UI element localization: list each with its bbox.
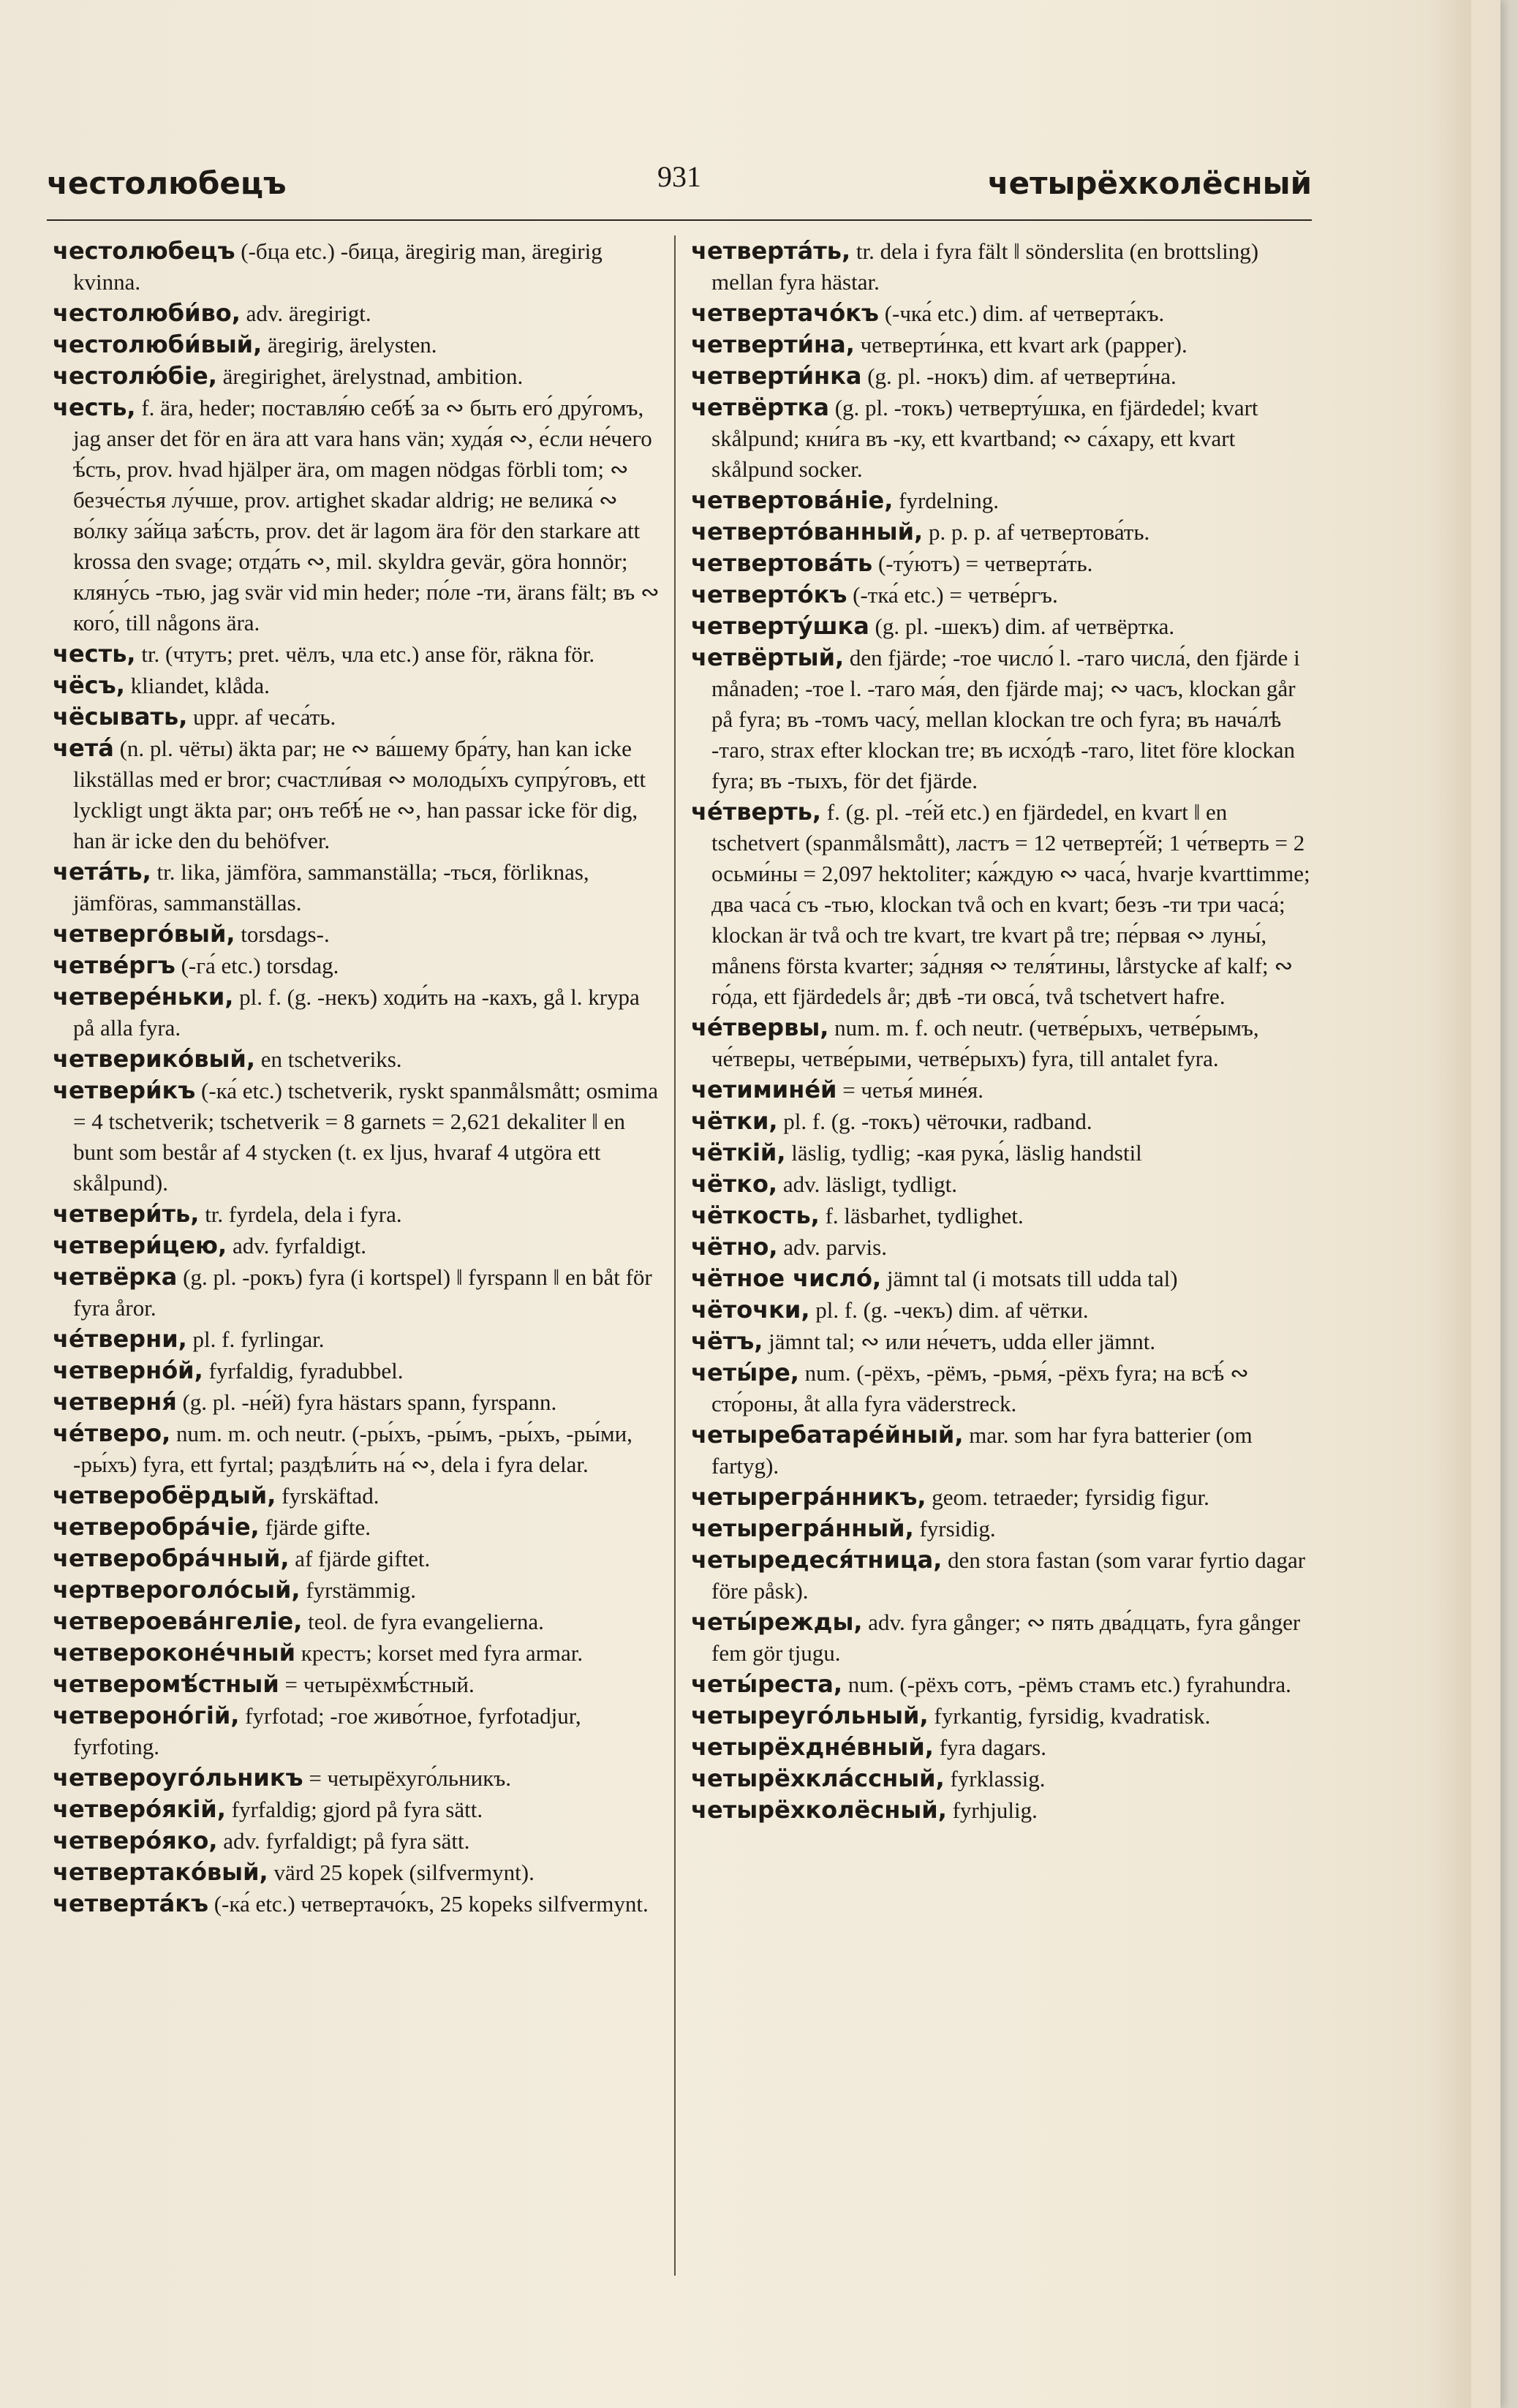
dictionary-entry [53, 1700, 663, 1762]
dictionary-entry [691, 1419, 1313, 1482]
entry-headword: чета́ть, [53, 858, 151, 886]
entry-headword: чёточки, [691, 1296, 810, 1324]
entry-definition: fyrfaldig; gjord på fyra sätt. [231, 1797, 483, 1822]
entry-definition: tr. lika, jämföra, sammanställa; -ться, förliknas, jämföras, sammanställas. [73, 859, 589, 916]
entry-headword: чёсывать, [53, 703, 188, 731]
entry-headword: четвёртый, [691, 643, 845, 671]
entry-definition: fyrsidig. [919, 1516, 996, 1541]
entry-headword: четвероконе́чный [53, 1639, 296, 1667]
entry-definition: pl. f. (g. -токъ) чёточки, radband. [783, 1109, 1092, 1134]
dictionary-entry [53, 329, 663, 361]
entry-headword: четвероева́нгеліе, [53, 1607, 303, 1635]
entry-definition: fyrfaldig, fyradubbel. [208, 1358, 404, 1384]
dictionary-entry [53, 1043, 663, 1075]
dictionary-entry [53, 1418, 663, 1480]
dictionary-entry [53, 701, 663, 733]
running-head [47, 159, 1312, 211]
entry-definition: (g. pl. -шекъ) dim. af четвёртка. [875, 614, 1175, 639]
entry-definition: fyrstämmig. [306, 1577, 416, 1603]
entry-definition: äregirig, ärelysten. [268, 332, 437, 358]
entry-headword: четырёхколёсный, [691, 1796, 947, 1824]
dictionary-entry [691, 1357, 1313, 1419]
entry-headword: четвере́ньки, [53, 983, 234, 1011]
dictionary-entry [691, 329, 1313, 361]
entry-headword: четвероуго́льникъ [53, 1764, 303, 1792]
dictionary-entry [53, 1574, 663, 1606]
dictionary-entry [691, 1074, 1313, 1106]
entry-headword: четвери́къ [53, 1076, 196, 1104]
entry-definition: en tschetveriks. [260, 1046, 402, 1072]
dictionary-entry [53, 1230, 663, 1261]
entry-definition: läslig, tydlig; -кая рука́, läslig handstil [791, 1140, 1142, 1166]
entry-definition: четверти́нка, ett kvart ark (papper). [860, 332, 1187, 358]
entry-definition: fjärde gifte. [265, 1514, 371, 1540]
dictionary-entry [53, 1324, 663, 1355]
entry-definition: крестъ; korset med fyra armar. [301, 1640, 584, 1666]
entry-definition: adv. fyra gånger; ∾ пять два́дцать, fyra gånger fem gör tjugu. [711, 1609, 1301, 1666]
entry-headword: четверти́нка [691, 362, 862, 390]
dictionary-entry [691, 1137, 1313, 1169]
entry-definition: (g. pl. -токъ) четверту́шка, en fjärdedel; kvart skålpund; кни́га въ -ку, ett kvartband; ∾ са́хару, ett kvart skålpund socker. [711, 395, 1258, 482]
dictionary-entry [691, 1763, 1313, 1794]
entry-headword: че́твервы, [691, 1014, 829, 1041]
entry-headword: четыредеся́тница, [691, 1546, 943, 1574]
dictionary-entry [53, 1637, 663, 1669]
entry-headword: честь, [53, 393, 136, 421]
dictionary-entry [691, 1513, 1313, 1544]
entry-definition: f. läsbarhet, tydlighet. [825, 1203, 1024, 1228]
dictionary-entry [53, 638, 663, 670]
dictionary-entry [691, 1607, 1313, 1669]
entry-definition: pl. f. (g. -некъ) ходи́ть на -кахъ, gå l. krypa på alla fyra. [73, 984, 640, 1041]
entry-definition: äregirighet, ärelystnad, ambition. [222, 363, 524, 389]
entry-definition: kliandet, klåda. [130, 673, 270, 698]
entry-definition: af fjärde giftet. [295, 1546, 431, 1571]
entry-headword: четве́ргъ [53, 951, 175, 979]
entry-definition: num. (-рёхъ, -рёмъ, -рьмя́, -рёхъ fyra; на всѣ́ ∾ сто́роны, åt alla fyra väderstreck. [711, 1360, 1249, 1416]
entry-headword: честолюби́вый, [53, 331, 263, 358]
entry-definition: (-бца etc.) -бица, äregirig man, äregirig kvinna. [73, 238, 603, 295]
entry-definition: fyra dagars. [939, 1735, 1046, 1760]
entry-headword: четыребатаре́йный, [691, 1421, 964, 1449]
entry-definition: = четырёхмѣ́стный. [284, 1672, 475, 1697]
entry-headword: четверня́ [53, 1388, 177, 1416]
entry-definition: (n. pl. чёты) äkta par; не ∾ ва́шему бра́ту, han kan icke likställas med er bror; счастли́вая ∾ молоды́хъ супру́говъ, ett lyckligt ungt äkta par; онъ тебѣ́ не ∾, han passar icke för dig, han är icke den du behöfver. [73, 736, 646, 853]
dictionary-entry [53, 1794, 663, 1825]
entry-headword: четверго́вый, [53, 920, 235, 948]
dictionary-entry [691, 485, 1313, 516]
dictionary-entry [53, 361, 663, 392]
entry-headword: четверомѣ́стный [53, 1670, 279, 1698]
entry-definition: (-тка́ etc.) = четве́ргъ. [853, 582, 1058, 608]
entry-headword: чётъ, [691, 1327, 763, 1355]
entry-definition: (g. pl. -не́й) fyra hästars spann, fyrspann. [182, 1389, 557, 1415]
entry-headword: четвертако́вый, [53, 1858, 268, 1886]
entry-definition: fyrdelning. [899, 488, 1000, 513]
entry-headword: четверико́вый, [53, 1045, 255, 1073]
dictionary-entry [691, 611, 1313, 642]
entry-headword: четверто́ванный, [691, 518, 924, 546]
entry-headword: четверобра́чіе, [53, 1513, 260, 1541]
entry-headword: четверта́къ [53, 1890, 208, 1917]
entry-headword: четы́реста, [691, 1670, 843, 1698]
entry-headword: четверно́й, [53, 1356, 203, 1384]
dictionary-entry [53, 1199, 663, 1230]
entry-definition: uppr. af чеса́ть. [193, 704, 336, 730]
entry-headword: чёсъ, [53, 671, 125, 699]
dictionary-entry [53, 235, 663, 298]
dictionary-entry [691, 1294, 1313, 1326]
entry-definition: (-га́ etc.) torsdag. [181, 953, 339, 978]
entry-headword: чета́ [53, 734, 114, 762]
entry-definition: fyrklassig. [950, 1766, 1046, 1792]
page-number: 931 [657, 160, 701, 193]
dictionary-entry [691, 1263, 1313, 1294]
dictionary-entry [691, 796, 1313, 1012]
dictionary-entry [691, 1231, 1313, 1263]
entry-definition: torsdags-. [241, 921, 330, 947]
dictionary-entry [53, 733, 663, 856]
entry-definition: fyrfotad; -гое живо́тное, fyrfotadjur, fyrfoting. [73, 1703, 581, 1759]
entry-headword: че́тверть, [691, 798, 822, 826]
running-head-right: четырёхколёсный [987, 165, 1312, 201]
dictionary-entry [691, 235, 1313, 298]
entry-headword: четвертова́ть [691, 549, 873, 577]
entry-definition: (-чка́ etc.) dim. af четверта́къ. [884, 301, 1165, 326]
entry-headword: четверо́якій, [53, 1795, 226, 1823]
dictionary-entry [691, 516, 1313, 548]
dictionary-entry [691, 1700, 1313, 1732]
entry-definition: den fjärde; -тое число́ l. -таго числа́, den fjärde i månaden; -тое l. -таго ма́я, den fjärde maj; ∾ часъ, klockan går på fyra; въ -томъ часу́, mellan klockan tre och fyra; въ нача́лѣ -таго, strax efter klockan tre; въ исхо́дѣ -таго, litet före klockan fyra; въ -тыхъ, för det fjärde. [711, 645, 1300, 793]
entry-headword: четвёрка [53, 1263, 178, 1291]
dictionary-entry [691, 298, 1313, 329]
column-divider [674, 235, 676, 2276]
dictionary-entry [691, 1544, 1313, 1607]
entry-definition: (g. pl. -нокъ) dim. af четверти́на. [867, 363, 1177, 389]
dictionary-entry [691, 579, 1313, 611]
dictionary-entry [53, 1888, 663, 1920]
entry-headword: четверту́шка [691, 612, 869, 640]
dictionary-entry [53, 1386, 663, 1418]
entry-headword: чётки, [691, 1107, 778, 1135]
dictionary-entry [53, 1857, 663, 1888]
dictionary-entry [691, 642, 1313, 796]
entry-headword: четырегра́нникъ, [691, 1483, 926, 1511]
entry-definition: tr. (чтутъ; pret. чёлъ, чла etc.) anse för, räkna för. [141, 641, 595, 667]
dictionary-entry [53, 981, 663, 1043]
entry-definition: tr. fyrdela, dela i fyra. [205, 1201, 402, 1227]
entry-headword: четверобра́чный, [53, 1544, 290, 1572]
entry-definition: jämnt tal; ∾ или не́четъ, udda eller jämnt. [769, 1329, 1156, 1354]
entry-definition: adv. fyrfaldigt. [232, 1233, 367, 1258]
entry-headword: четверобёрдый, [53, 1482, 276, 1509]
dictionary-entry [691, 1669, 1313, 1700]
entry-headword: четвертачо́къ [691, 299, 879, 327]
entry-headword: четырёхкла́ссный, [691, 1765, 945, 1792]
dictionary-entry [53, 670, 663, 701]
header-rule [47, 219, 1312, 221]
dictionary-entry [53, 1261, 663, 1324]
entry-definition: num. (-рёхъ сотъ, -рёмъ стамъ etc.) fyrahundra. [847, 1672, 1291, 1697]
left-column [53, 235, 663, 1920]
entry-definition: pl. f. fyrlingar. [192, 1326, 325, 1352]
entry-definition: (-ка́ etc.) четвертачо́къ, 25 kopeks silfvermynt. [214, 1891, 649, 1917]
dictionary-entry [53, 1606, 663, 1637]
entry-headword: честолюбецъ [53, 237, 235, 265]
entry-definition: teol. de fyra evangelierna. [308, 1609, 544, 1634]
entry-definition: = четырёхуго́льникъ. [309, 1765, 512, 1791]
entry-definition: mar. som har fyra batterier (om fartyg). [711, 1422, 1253, 1479]
page-edge-shading [1427, 0, 1471, 2408]
entry-headword: четвероно́гій, [53, 1702, 240, 1729]
dictionary-entry [53, 1825, 663, 1857]
dictionary-entry [691, 1200, 1313, 1231]
entry-headword: чёткій, [691, 1139, 786, 1166]
dictionary-entry [691, 1794, 1313, 1826]
entry-headword: чётное число́, [691, 1264, 882, 1292]
entry-headword: честолю́біе, [53, 362, 217, 390]
dictionary-entry [691, 1732, 1313, 1763]
entry-headword: четверти́на, [691, 331, 855, 358]
entry-headword: четвери́цею, [53, 1231, 227, 1259]
dictionary-entry [53, 1355, 663, 1386]
dictionary-entry [53, 856, 663, 918]
dictionary-entry [53, 298, 663, 329]
entry-definition: num. m. f. och neutr. (четве́рыхъ, четве́рымъ, че́тверы, четве́рыми, четве́рыхъ) fyra, till antalet fyra. [711, 1015, 1259, 1071]
entry-headword: четвери́ть, [53, 1200, 200, 1228]
entry-definition: f. (g. pl. -те́й etc.) en fjärdedel, en kvart ‖ en tschetvert (spanmålsmått), ластъ = 12 четверте́й; 1 че́тверть = 2 осьми́ны = 2,097 hektoliter; ка́ждую ∾ часа́, hvarje kvarttimme; два часа́ съ -тью, klockan två och en kvart; безъ -ти три часа́; klockan är två och tre kvart, tre kvart på tre; пе́рвая ∾ луны́, månens första kvarter; за́дняя ∾ теля́тины, lårstycke af kalf; ∾ го́да, ett fjärdedels år; двѣ -ти овса́, två tschetvert hafre. [711, 799, 1310, 1009]
entry-headword: че́тверо, [53, 1419, 171, 1447]
entry-headword: четверто́къ [691, 581, 847, 608]
entry-headword: чёткость, [691, 1201, 820, 1229]
dictionary-entry [691, 1326, 1313, 1357]
entry-headword: че́тверни, [53, 1325, 187, 1353]
entry-headword: четыреуго́льный, [691, 1702, 929, 1729]
entry-definition: fyrkantig, fyrsidig, kvadratisk. [934, 1703, 1211, 1729]
dictionary-entry [53, 950, 663, 981]
entry-definition: p. p. p. af четвертова́ть. [928, 519, 1150, 545]
dictionary-entry [691, 1482, 1313, 1513]
dictionary-entry [691, 392, 1313, 485]
entry-definition: pl. f. (g. -чекъ) dim. af чётки. [815, 1297, 1089, 1323]
entry-definition: f. ära, heder; поставля́ю себѣ́ за ∾ быть его́ дру́гомъ, jag anser det för en ära att vara hans vän; худа́я ∾, е́сли не́чего ѣ́сть, prov. hvad hjälper ära, om magen nödgas förbli tom; ∾ безче́стья лу́чше, prov. artighet skadar aldrig; не велика́ ∾ во́лку за́йца заѣ́сть, prov. det är lagom ära för den starkare att krossa den svage; отда́ть ∾, mil. skyldra gevär, göra honnör; кляну́сь -тью, jag svär vid min heder; по́ле -ти, ärans fält; въ ∾ кого́, till någons ära. [73, 395, 660, 635]
dictionary-entry [691, 1169, 1313, 1200]
entry-headword: чётно, [691, 1233, 778, 1261]
entry-definition: adv. äregirigt. [246, 301, 371, 326]
entry-definition: num. m. och neutr. (-ры́хъ, -ры́мъ, -ры́хъ, -ры́ми, -ры́хъ) fyra, ett fyrtal; раздѣли́ть на́ ∾, dela i fyra delar. [73, 1421, 632, 1477]
dictionary-entry [53, 918, 663, 950]
entry-headword: четверта́ть, [691, 237, 851, 265]
dictionary-entry [53, 1075, 663, 1199]
dictionary-entry [53, 1480, 663, 1511]
entry-definition: adv. fyrfaldigt; på fyra sätt. [223, 1828, 470, 1854]
dictionary-entry [53, 1669, 663, 1700]
entry-definition: jämnt tal (i motsats till udda tal) [886, 1266, 1178, 1291]
dictionary-entry [691, 1106, 1313, 1137]
entry-headword: четырёхдне́вный, [691, 1733, 934, 1761]
entry-definition: fyrhjulig. [952, 1797, 1038, 1823]
entry-headword: чертвероголо́сый, [53, 1576, 301, 1604]
entry-definition: geom. tetraeder; fyrsidig figur. [932, 1484, 1209, 1510]
entry-definition: (-ка́ etc.) tschetverik, ryskt spanmålsmått; osmima = 4 tschetverik; tschetverik = 8 garnets = 2,621 dekaliter ‖ en bunt som består af 4 stycken (t. ex ljus, hvaraf 4 utgöra ett skålpund). [73, 1078, 658, 1196]
dictionary-entry [691, 548, 1313, 579]
entry-headword: четы́режды, [691, 1608, 863, 1636]
entry-headword: чётко, [691, 1170, 778, 1198]
entry-headword: четимине́й [691, 1076, 837, 1103]
entry-definition: adv. läsligt, tydligt. [782, 1171, 958, 1197]
entry-headword: четвёртка [691, 393, 829, 421]
dictionary-entry [53, 1762, 663, 1794]
dictionary-entry [53, 1543, 663, 1574]
entry-headword: четвертова́ніе, [691, 486, 894, 514]
entry-definition: den stora fastan (som varar fyrtio dagar före påsk). [711, 1547, 1306, 1604]
entry-definition: = четья́ мине́я. [842, 1077, 984, 1103]
dictionary-entry [53, 1511, 663, 1543]
entry-definition: (-ту́ютъ) = четверта́ть. [877, 551, 1093, 576]
running-head-left: честолюбецъ [47, 165, 287, 201]
entry-headword: четырегра́нный, [691, 1514, 914, 1542]
entry-definition: adv. parvis. [783, 1234, 887, 1260]
entry-headword: честолюби́во, [53, 299, 241, 327]
right-column [691, 235, 1313, 1826]
dictionary-entry [691, 1012, 1313, 1074]
entry-definition: tr. dela i fyra fält ‖ sönderslita (en brottsling) mellan fyra hästar. [711, 238, 1259, 295]
entry-headword: четы́ре, [691, 1359, 799, 1386]
dictionary-entry [53, 392, 663, 638]
entry-headword: честь, [53, 640, 136, 668]
dictionary-entry [691, 361, 1313, 392]
entry-definition: (g. pl. -рокъ) fyra (i kortspel) ‖ fyrspann ‖ en båt för fyra åror. [73, 1264, 652, 1321]
entry-headword: четверо́яко, [53, 1827, 218, 1854]
entry-definition: fyrskäftad. [282, 1483, 380, 1509]
entry-definition: värd 25 kopek (silfvermynt). [273, 1860, 535, 1885]
